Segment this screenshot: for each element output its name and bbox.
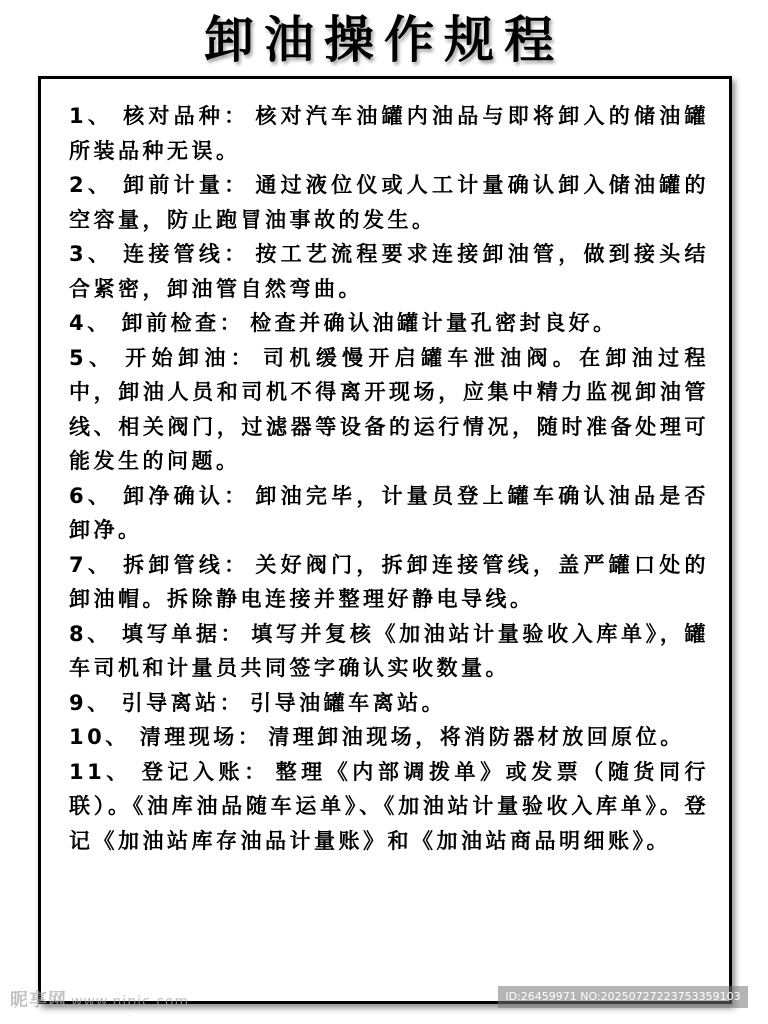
item-text: 司机缓慢开启罐车泄油阀。在卸油过程中，卸油人员和司机不得离开现场，应集中精力监视卸油管线、相关阀门，过滤器等设备的运行情况，随时准备处理可能发生的问题。 bbox=[69, 345, 709, 473]
item-number: 6、 bbox=[69, 483, 114, 508]
procedure-item bbox=[69, 548, 709, 617]
item-term: 卸前检查： bbox=[121, 311, 245, 335]
item-term: 清理现场： bbox=[139, 725, 263, 749]
procedure-item bbox=[69, 720, 709, 755]
procedure-item bbox=[69, 306, 709, 341]
item-number: 3、 bbox=[69, 242, 114, 266]
item-number: 4、 bbox=[69, 311, 112, 335]
item-term: 核对品种： bbox=[123, 104, 250, 128]
item-text: 检查并确认油罐计量孔密封良好。 bbox=[250, 311, 618, 335]
procedure-item bbox=[69, 168, 709, 237]
watermark-logo: 昵享网 bbox=[10, 990, 67, 1011]
item-number: 8、 bbox=[69, 621, 112, 646]
item-term: 开始卸油： bbox=[125, 345, 258, 370]
item-term: 连接管线： bbox=[123, 242, 250, 266]
item-text: 按工艺流程要求连接卸油管，做到接头结合紧密，卸油管自然弯曲。 bbox=[69, 242, 710, 301]
item-number: 11、 bbox=[69, 759, 132, 784]
item-text: 通过液位仪或人工计量确认卸入储油罐的空容量，防止跑冒油事故的发生。 bbox=[69, 173, 710, 232]
item-number: 5、 bbox=[69, 345, 116, 370]
item-number: 10、 bbox=[69, 725, 130, 749]
procedure-item bbox=[69, 99, 709, 168]
procedure-item bbox=[69, 479, 709, 548]
item-text: 卸油完毕，计量员登上罐车确认油品是否卸净。 bbox=[69, 483, 710, 542]
item-text: 填写并复核《加油站计量验收入库单》，罐车司机和计量员共同签字确认实收数量。 bbox=[69, 621, 709, 680]
item-term: 拆卸管线： bbox=[123, 552, 250, 577]
item-text: 核对汽车油罐内油品与即将卸入的储油罐所装品种无误。 bbox=[69, 104, 710, 163]
item-text: 整理《内部调拨单》或发票（随货同行联）。《油库油品随车运单》、《加油站计量验收入库单》。登记《加油站库存油品计量账》和《加油站商品明细账》。 bbox=[69, 759, 710, 853]
procedure-item bbox=[69, 341, 709, 479]
procedure-item bbox=[69, 755, 709, 859]
item-number: 7、 bbox=[69, 552, 114, 577]
watermark bbox=[10, 986, 189, 1012]
item-term: 登记入账： bbox=[141, 759, 270, 784]
item-term: 卸净确认： bbox=[123, 483, 250, 508]
item-text: 清理卸油现场，将消防器材放回原位。 bbox=[268, 725, 685, 749]
page-title: 卸油操作规程 bbox=[204, 11, 564, 69]
procedure-item bbox=[69, 237, 709, 306]
item-text: 引导油罐车离站。 bbox=[250, 690, 447, 715]
item-number: 9、 bbox=[69, 690, 112, 715]
item-term: 填写单据： bbox=[121, 621, 246, 646]
procedure-list bbox=[69, 99, 709, 858]
procedure-item bbox=[69, 617, 709, 686]
item-term: 卸前计量： bbox=[123, 173, 250, 197]
procedure-frame bbox=[38, 76, 732, 1004]
procedure-item bbox=[69, 686, 709, 721]
item-number: 1、 bbox=[69, 104, 114, 128]
item-text: 关好阀门，拆卸连接管线，盖严罐口处的卸油帽。拆除静电连接并整理好静电导线。 bbox=[69, 552, 710, 611]
watermark-url: www.nipic.com bbox=[71, 994, 190, 1010]
image-id-bar: ID:26459971 NO:20250727223753359103 bbox=[498, 986, 748, 1008]
item-term: 引导离站： bbox=[121, 690, 245, 715]
item-number: 2、 bbox=[69, 173, 114, 197]
